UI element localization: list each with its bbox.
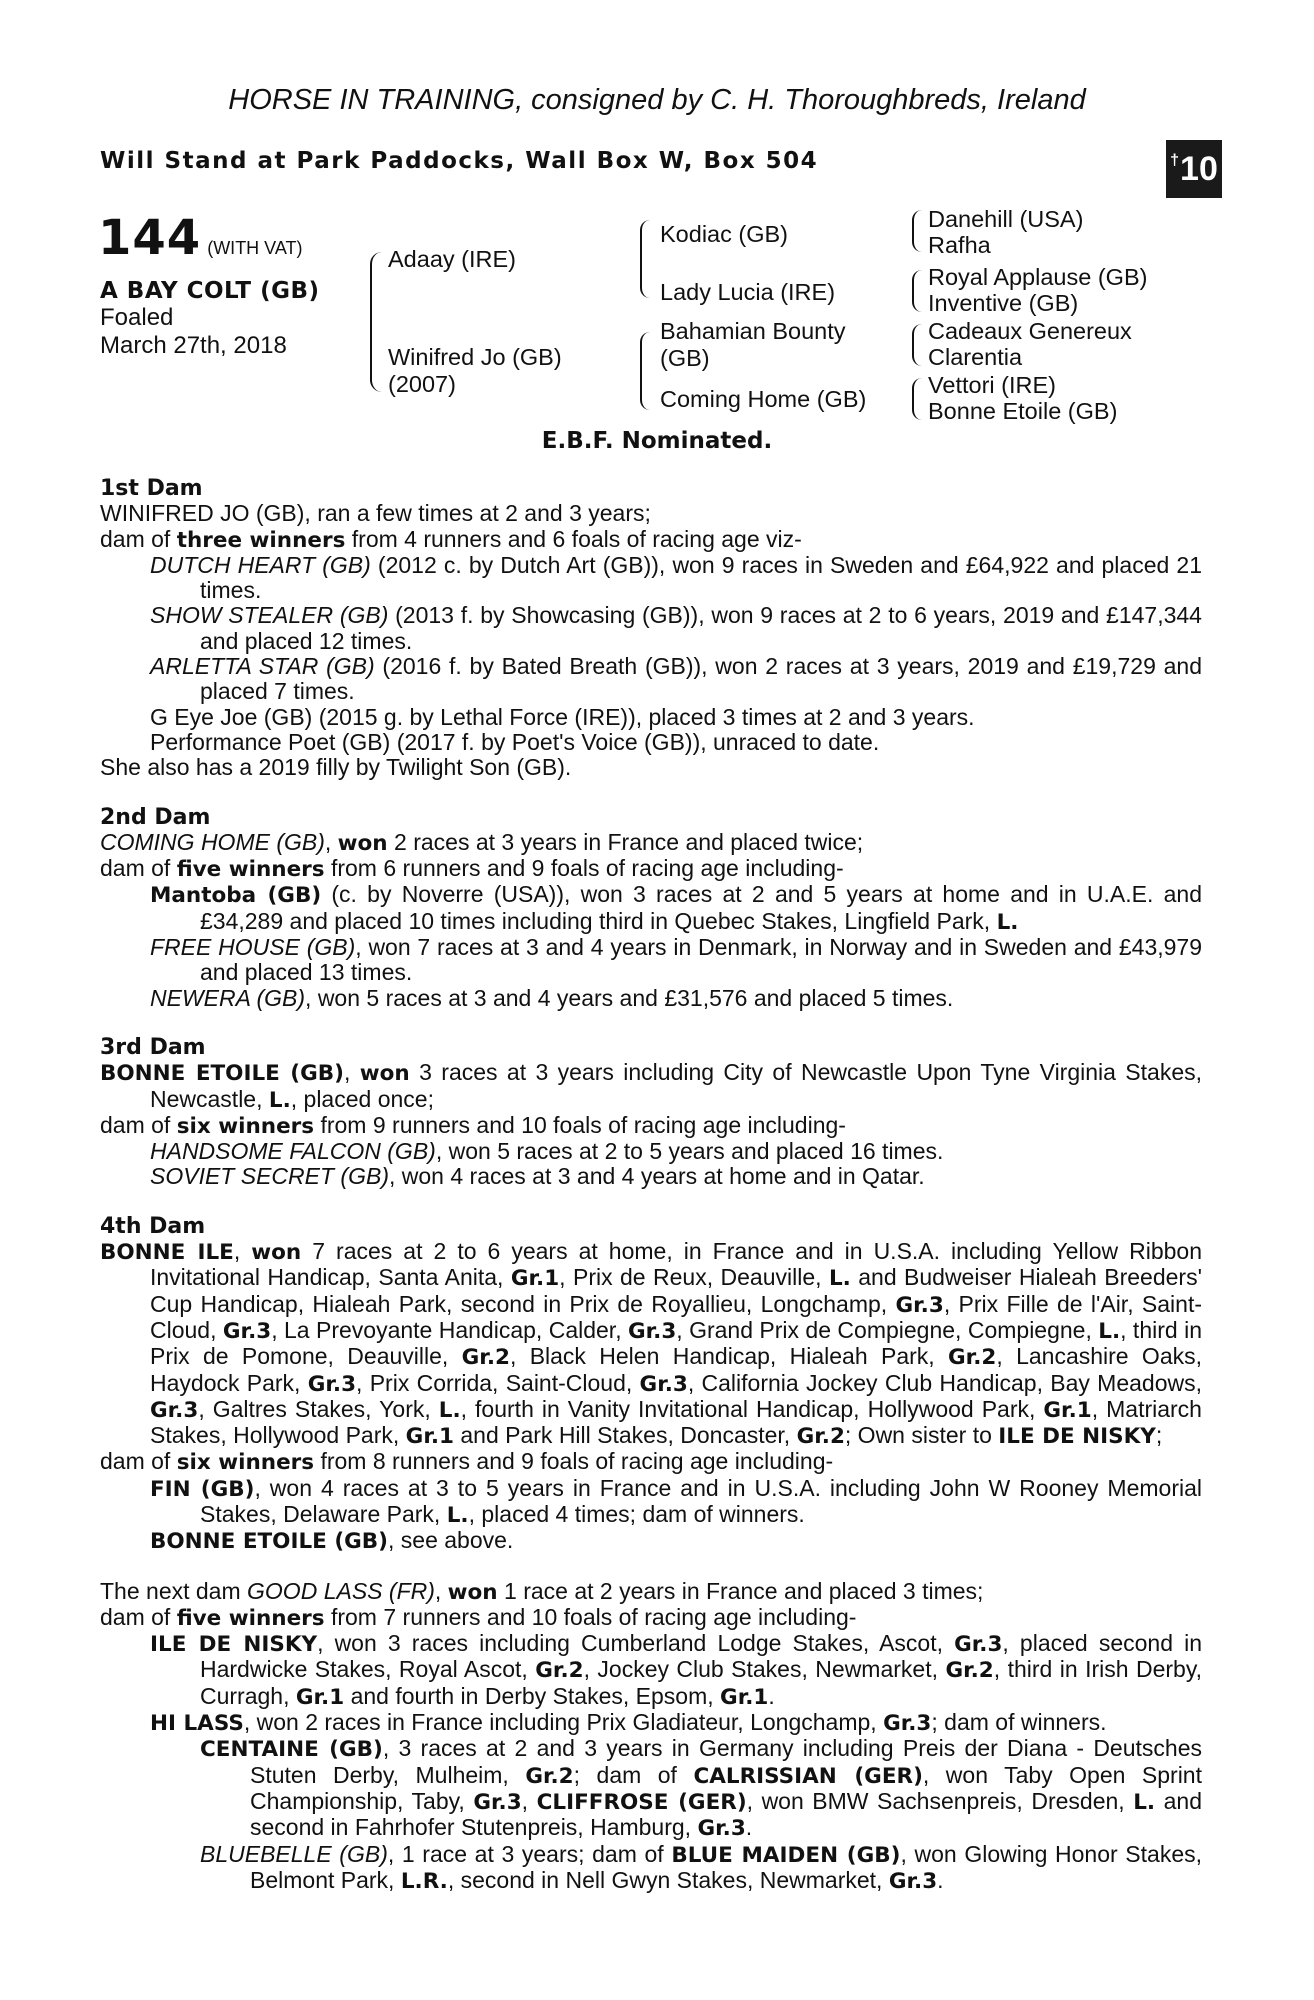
- text: , placed once;: [290, 1085, 434, 1112]
- text: , won 5 races at 3 and 4 years and £31,576 and placed 5 times.: [305, 984, 954, 1011]
- pedigree-dd-dam: Bonne Etoile (GB): [928, 398, 1118, 424]
- race-grade: L.: [268, 1087, 291, 1113]
- text: , Jockey Club Stakes, Newmarket,: [583, 1656, 946, 1683]
- text: , Prix Corrida, Saint-Cloud,: [356, 1369, 640, 1396]
- text: and Park Hill Stakes, Doncaster,: [453, 1422, 797, 1449]
- pedigree-bracket-dam: [640, 332, 650, 410]
- text: (2012 c. by Dutch Art (GB)), won 9 races in Sweden and £64,922 and placed 21 times.: [200, 551, 1202, 604]
- pedigree-sire-sire: Kodiac (GB): [660, 221, 788, 247]
- text: (2016 f. by Bated Breath (GB)), won 2 races at 3 years, 2019 and £19,729 and placed 7 times.: [200, 653, 1202, 705]
- text: ,: [233, 1238, 252, 1265]
- text: , 3 races at 2 and 3 years in Germany including Preis der Diana - Deutsches Stuten Derby, Mulheim,: [250, 1735, 1202, 1788]
- text: from 4 runners and 6 foals of racing age viz-: [345, 525, 802, 552]
- dam3-line2: [100, 1113, 1202, 1139]
- pedigree-sd-sire: Royal Applause (GB): [928, 264, 1148, 290]
- text: The next dam: [100, 1577, 248, 1604]
- pedigree-ds-sire: Cadeaux Genereux: [928, 318, 1132, 344]
- race-grade: L.: [1098, 1318, 1121, 1344]
- horse-name: Mantoba (GB): [150, 883, 322, 909]
- text: .: [745, 1814, 753, 1841]
- dam2-produce-2: [150, 935, 1202, 986]
- dagger-icon: †: [1170, 152, 1180, 169]
- horse-name: CENTAINE (GB): [200, 1737, 383, 1763]
- horse-name: BONNE ETOILE (GB): [100, 1061, 344, 1087]
- horse-name: ILE DE NISKY: [998, 1424, 1156, 1450]
- race-grade: Gr.2: [525, 1763, 574, 1789]
- pedigree-dam-line1: Winifred Jo (GB): [388, 344, 562, 370]
- race-grade: Gr.1: [1043, 1397, 1092, 1423]
- horse-name: ARLETTA STAR (GB): [150, 653, 375, 680]
- lot-badge: [1166, 140, 1222, 198]
- next-produce-1: [150, 1631, 1202, 1710]
- text: dam of: [100, 525, 177, 552]
- text: , won BMW Sachsenpreis, Dresden,: [746, 1787, 1134, 1814]
- text-bold: won: [447, 1579, 498, 1605]
- text: (2013 f. by Showcasing (GB)), won 9 races at 2 to 6 years, 2019 and £147,344 and placed 12 times.: [200, 602, 1202, 654]
- text: from 6 runners and 9 foals of racing age including-: [324, 855, 844, 882]
- text: and Budweiser Hialeah Breeders' Cup Handicap, Hialeah Park, second in Prix de Royallieu, Longchamp,: [150, 1264, 1202, 1317]
- text: ; dam of: [573, 1761, 694, 1788]
- horse-name: SOVIET SECRET (GB): [150, 1163, 389, 1190]
- text: , won 4 races at 3 and 4 years at home and in Qatar.: [388, 1163, 925, 1190]
- dam1-line3: She also has a 2019 filly by Twilight Son (GB).: [100, 754, 572, 781]
- text: , 1 race at 3 years; dam of: [387, 1840, 672, 1867]
- text: ; dam of winners.: [931, 1709, 1107, 1736]
- race-grade: Gr.3: [697, 1816, 746, 1842]
- text: (c. by Noverre (USA)), won 3 races at 2 and 5 years at home and in U.A.E. and £34,289 and placed 10 times including third in Quebec Stakes, Lingfield Park,: [200, 881, 1202, 934]
- text: , placed 4 times; dam of winners.: [468, 1500, 805, 1527]
- dam2-produce-1: [150, 882, 1202, 935]
- next-grandproduce-1: [200, 1736, 1202, 1841]
- text: , Lancashire Oaks, Haydock Park,: [150, 1343, 1203, 1396]
- badge-number: 10: [1180, 149, 1218, 188]
- race-grade: Gr.3: [473, 1789, 522, 1815]
- race-grade: L.: [996, 909, 1019, 935]
- text: , won 3 races including Cumberland Lodge Stakes, Ascot,: [317, 1630, 955, 1657]
- lot-heading: [98, 210, 303, 266]
- text-bold: won: [337, 830, 388, 856]
- text: , Prix Fille de l'Air, Saint-Cloud,: [150, 1290, 1202, 1343]
- dam1-produce-4: G Eye Joe (GB) (2015 g. by Lethal Force (IRE)), placed 3 times at 2 and 3 years.: [150, 703, 975, 730]
- lot-number: 144: [98, 210, 202, 266]
- pedigree-dam-dam: Coming Home (GB): [660, 386, 867, 412]
- horse-name: ILE DE NISKY: [150, 1632, 318, 1658]
- text: , placed second in Hardwicke Stakes, Royal Ascot,: [200, 1630, 1203, 1683]
- dam1-produce-2: [150, 603, 1202, 654]
- race-grade: Gr.2: [535, 1658, 584, 1684]
- race-grade: Gr.3: [150, 1397, 199, 1423]
- next-dam-line2: [100, 1605, 1202, 1631]
- winners-count: six winners: [176, 1113, 315, 1139]
- text: and second in Fahrhofer Stutenpreis, Hamburg,: [250, 1787, 1202, 1841]
- horse-name: NEWERA (GB): [150, 984, 306, 1011]
- text: ,: [521, 1787, 537, 1814]
- text: .: [768, 1682, 775, 1709]
- horse-name: FIN (GB): [150, 1476, 255, 1502]
- text: dam of: [100, 1603, 177, 1630]
- race-grade: Gr.3: [222, 1318, 272, 1344]
- foaled-info: [100, 304, 287, 360]
- dam4-produce-1: [150, 1476, 1202, 1529]
- text-bold: won: [251, 1240, 302, 1266]
- horse-name: CLIFFROSE (GER): [536, 1789, 747, 1815]
- spacer: [100, 1555, 1202, 1579]
- text: from 7 runners and 10 foals of racing age including-: [324, 1603, 857, 1630]
- pedigree-ss-sire: Danehill (USA): [928, 206, 1084, 232]
- text: , third in Prix de Pomone, Deauville,: [150, 1316, 1202, 1370]
- text: from 8 runners and 9 foals of racing age including-: [314, 1448, 834, 1475]
- winners-count: three winners: [176, 527, 346, 553]
- horse-name: SHOW STEALER (GB): [150, 602, 389, 629]
- race-grade: Gr.3: [627, 1318, 677, 1344]
- text: ,: [324, 828, 338, 855]
- text: ,: [344, 1059, 360, 1086]
- dam4-line1: [100, 1239, 1202, 1449]
- horse-name: CALRISSIAN (GER): [693, 1763, 923, 1789]
- pedigree-sire: Adaay (IRE): [388, 246, 516, 272]
- dam4-heading: 4th Dam: [100, 1213, 206, 1239]
- dam3-produce-2: [150, 1164, 1202, 1189]
- pedigree-sire-dam: Lady Lucia (IRE): [660, 279, 836, 305]
- text: and fourth in Derby Stakes, Epsom,: [344, 1682, 721, 1709]
- text: from 9 runners and 10 foals of racing age including-: [314, 1111, 846, 1138]
- race-grade: Gr.1: [295, 1684, 345, 1710]
- horse-name: GOOD LASS (FR): [247, 1577, 435, 1604]
- race-grade: Gr.1: [510, 1266, 560, 1292]
- race-grade: Gr.1: [720, 1684, 769, 1710]
- race-grade: L.: [828, 1266, 851, 1292]
- race-grade: Gr.3: [954, 1632, 1003, 1658]
- pedigree-bracket-ss: [912, 210, 922, 252]
- dam1-line1: WINIFRED JO (GB), ran a few times at 2 and 3 years;: [100, 500, 651, 527]
- dam1-produce-5: Performance Poet (GB) (2017 f. by Poet's Voice (GB)), unraced to date.: [150, 728, 880, 755]
- text: , Black Helen Handicap, Hialeah Park,: [509, 1343, 949, 1370]
- race-grade: Gr.3: [639, 1371, 688, 1397]
- race-grade: Gr.3: [888, 1868, 938, 1894]
- ebf-nominated: E.B.F. Nominated.: [541, 428, 773, 454]
- horse-name: DUTCH HEART (GB): [150, 551, 371, 578]
- horse-name: BLUEBELLE (GB): [200, 1840, 388, 1867]
- horse-name: HANDSOME FALCON (GB): [150, 1138, 436, 1165]
- pedigree-ss-dam: Rafha: [928, 232, 991, 258]
- dam3-heading: 3rd Dam: [100, 1034, 206, 1060]
- dam1-produce-1: [150, 553, 1202, 604]
- pedigree-dd-sire: Vettori (IRE): [928, 372, 1056, 398]
- text: dam of: [100, 855, 177, 882]
- text: , won Glowing Honor Stakes, Belmont Park,: [250, 1840, 1203, 1893]
- race-grade: Gr.3: [307, 1371, 357, 1397]
- dam3-line1: [100, 1060, 1202, 1113]
- page-title: HORSE IN TRAINING, consigned by C. H. Thoroughbreds, Ireland: [228, 84, 1086, 116]
- text: , Matriarch Stakes, Hollywood Park,: [150, 1395, 1202, 1449]
- dam2-heading: 2nd Dam: [100, 804, 211, 830]
- winners-count: five winners: [176, 1605, 325, 1631]
- winners-count: five winners: [176, 857, 325, 883]
- race-grade: Gr.2: [796, 1424, 845, 1450]
- dam2-produce-3: [150, 986, 1202, 1011]
- race-grade: L.: [446, 1502, 469, 1528]
- text: , won 5 races at 2 to 5 years and placed 16 times.: [435, 1138, 944, 1165]
- pedigree-dam-line2: (2007): [388, 371, 456, 397]
- text: 2 races at 3 years in France and placed twice;: [387, 828, 864, 855]
- pedigree-bracket-dd: [912, 378, 922, 420]
- dam4-line2: [100, 1449, 1202, 1475]
- text: , Galtres Stakes, York,: [198, 1395, 439, 1422]
- race-grade: Gr.2: [945, 1658, 994, 1684]
- text: .: [937, 1866, 944, 1893]
- dam1-heading: 1st Dam: [100, 476, 203, 501]
- race-grade: Gr.2: [461, 1345, 510, 1371]
- horse-name: HI LASS: [150, 1711, 244, 1737]
- text: , fourth in Vanity Invitational Handicap, Hollywood Park,: [460, 1395, 1044, 1422]
- pedigree-dam-sire-line1: Bahamian Bounty: [660, 318, 846, 344]
- foaled-date: March 27th, 2018: [100, 332, 287, 359]
- dam2-line1: [100, 830, 1202, 856]
- dam3-produce-1: [150, 1139, 1202, 1164]
- horse-name: COMING HOME (GB): [100, 828, 325, 855]
- text: 7 races at 2 to 6 years at home, in France and in U.S.A. including Yellow Ribbon Invitational Handicap, Santa Anita,: [150, 1238, 1202, 1291]
- race-grade: Gr.2: [948, 1345, 997, 1371]
- dam1-produce-3: [150, 654, 1202, 705]
- produce-record: [100, 476, 1202, 1894]
- winners-count: six winners: [176, 1450, 315, 1476]
- horse-name: BLUE MAIDEN (GB): [671, 1842, 901, 1868]
- race-grade: Gr.3: [895, 1292, 944, 1318]
- text: , Grand Prix de Compiegne, Compiegne,: [676, 1316, 1099, 1343]
- text: , won 7 races at 3 and 4 years in Denmark, in Norway and in Sweden and £43,979 and placed 13 times.: [200, 934, 1202, 986]
- horse-name: BONNE ETOILE (GB): [150, 1529, 389, 1555]
- text: , California Jockey Club Handicap, Bay Meadows,: [687, 1369, 1202, 1396]
- text: , see above.: [388, 1527, 514, 1554]
- text: , La Prevoyante Handicap, Calder,: [271, 1316, 628, 1343]
- race-grade: L.R.: [400, 1868, 448, 1894]
- next-dam-line1: [100, 1579, 1202, 1605]
- pedigree-bracket-sd: [912, 270, 922, 312]
- stand-location: Will Stand at Park Paddocks, Wall Box W, Box 504: [100, 148, 819, 174]
- lot-vat: (WITH VAT): [207, 238, 303, 258]
- pedigree-ds-dam: Clarentia: [928, 344, 1023, 370]
- text: 3 races at 3 years including City of Newcastle Upon Tyne Virginia Stakes, Newcastle,: [150, 1059, 1203, 1112]
- text: , won Taby Open Sprint Championship, Taby,: [250, 1761, 1202, 1814]
- next-grandproduce-2: [200, 1842, 1202, 1895]
- text: , won 2 races in France including Prix Gladiateur, Longchamp,: [243, 1709, 884, 1736]
- text: dam of: [100, 1111, 177, 1138]
- text: , third in Irish Derby, Curragh,: [200, 1656, 1203, 1709]
- horse-name: FREE HOUSE (GB): [150, 934, 356, 961]
- race-grade: L.: [438, 1397, 461, 1423]
- pedigree-dam-sire-line2: (GB): [660, 345, 710, 371]
- race-grade: L.: [1133, 1789, 1156, 1815]
- pedigree-bracket-gen1: [370, 252, 382, 392]
- pedigree-sd-dam: Inventive (GB): [928, 290, 1079, 316]
- text: dam of: [100, 1448, 177, 1475]
- pedigree-bracket-ds: [912, 324, 922, 366]
- dam4-produce-2: [150, 1528, 1202, 1554]
- text: , won 4 races at 3 to 5 years in France and in U.S.A. including John W Rooney Memorial Stakes, Delaware Park,: [200, 1474, 1202, 1527]
- text: , Prix de Reux, Deauville,: [559, 1264, 829, 1291]
- horse-title: A BAY COLT (GB): [100, 278, 320, 304]
- text: ,: [434, 1577, 448, 1604]
- text-bold: won: [359, 1061, 410, 1087]
- text: ; Own sister to: [844, 1422, 999, 1449]
- text: 1 race at 2 years in France and placed 3 times;: [497, 1577, 984, 1604]
- horse-name: BONNE ILE: [100, 1240, 234, 1266]
- dam1-line2: [100, 527, 1202, 553]
- foaled-label: Foaled: [100, 304, 174, 331]
- text: , second in Nell Gwyn Stakes, Newmarket,: [447, 1866, 889, 1893]
- text: ;: [1155, 1422, 1163, 1449]
- race-grade: Gr.1: [405, 1424, 454, 1450]
- next-produce-2: [150, 1710, 1202, 1736]
- pedigree-bracket-sire: [640, 220, 650, 298]
- race-grade: Gr.3: [883, 1711, 932, 1737]
- dam2-line2: [100, 856, 1202, 882]
